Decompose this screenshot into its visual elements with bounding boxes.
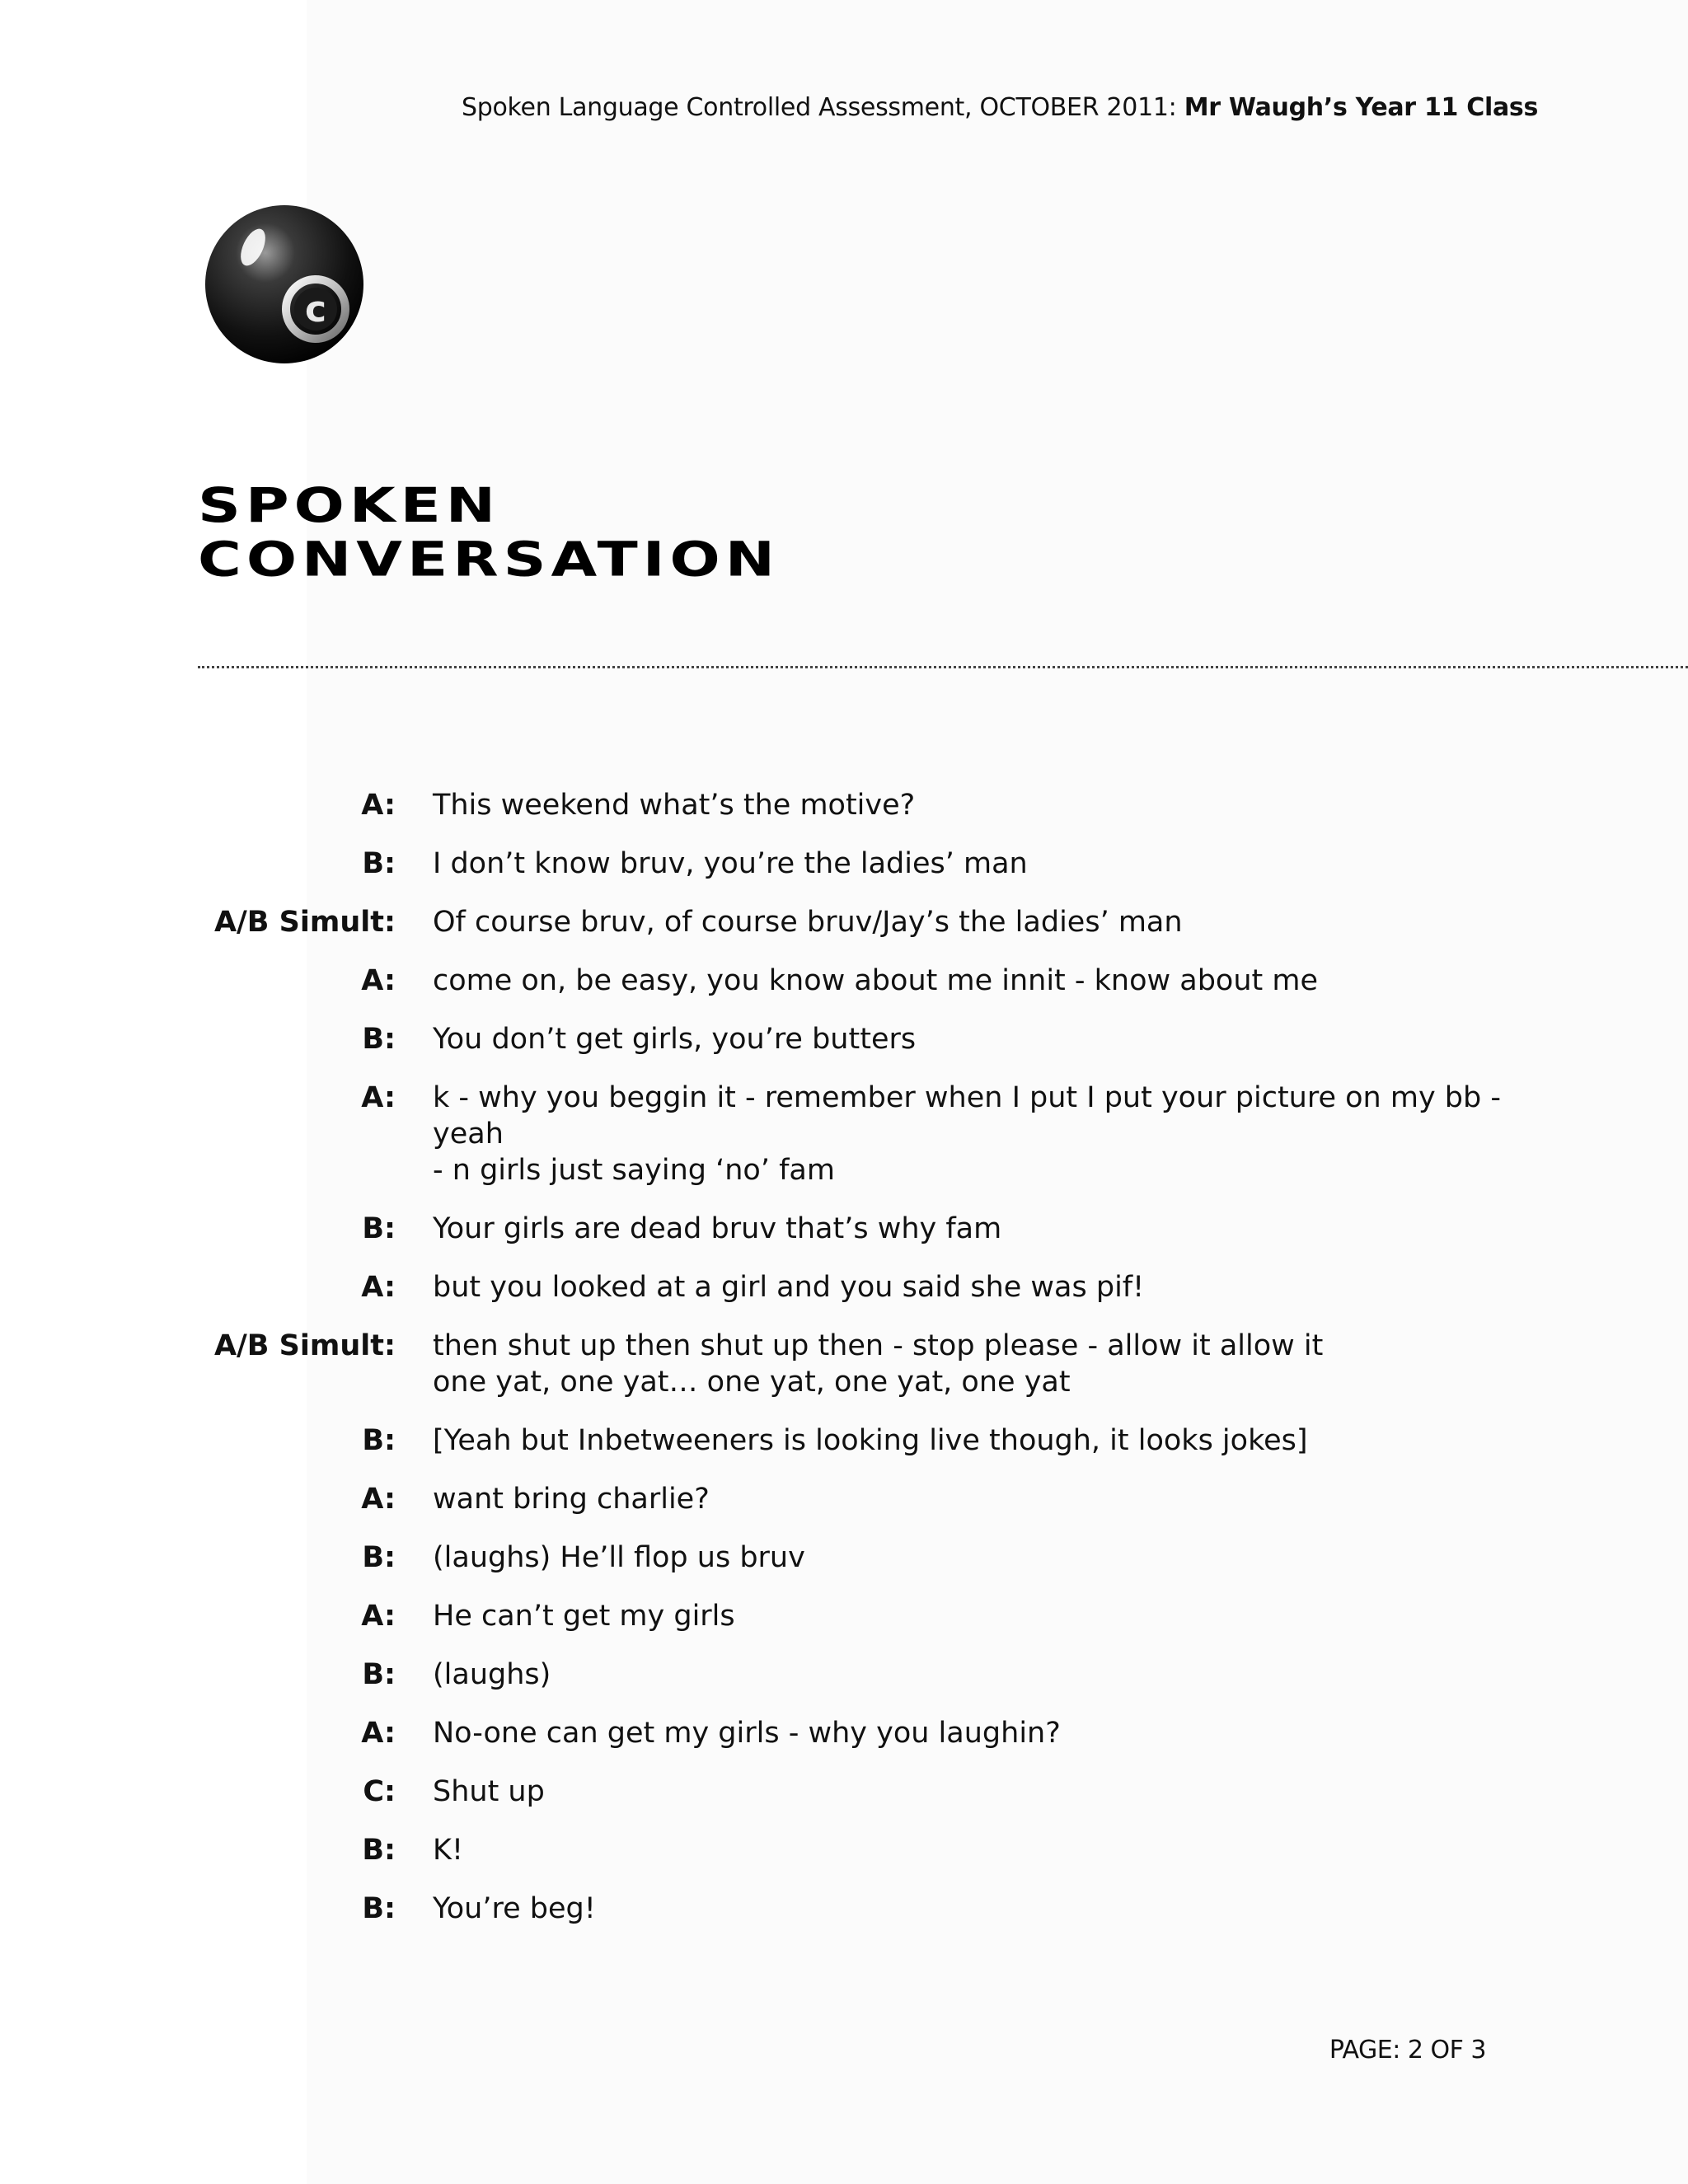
speaker-label: B:	[362, 847, 396, 880]
transcript-line	[0, 1540, 1688, 1576]
transcript	[0, 787, 1688, 1949]
speaker-label: B:	[362, 1212, 396, 1245]
transcript-line	[0, 1481, 1688, 1517]
speaker-label: A/B Simult:	[213, 906, 396, 939]
utterance-text: You’re beg!	[433, 1892, 596, 1925]
speaker-label: C:	[363, 1775, 396, 1808]
speaker-label: A:	[361, 1600, 396, 1633]
utterance-text: You don’t get girls, you’re butters	[433, 1023, 917, 1056]
transcript-line	[0, 1774, 1688, 1810]
copyright-ball-icon	[202, 202, 367, 367]
utterance-text: (laughs) He’ll flop us bruv	[433, 1541, 805, 1574]
transcript-line	[0, 1832, 1688, 1868]
speaker-label: B:	[362, 1541, 396, 1574]
transcript-line	[0, 1422, 1688, 1459]
utterance-text: K!	[433, 1834, 463, 1867]
transcript-line	[0, 1657, 1688, 1693]
transcript-line	[0, 1715, 1688, 1751]
transcript-line	[0, 1328, 1688, 1400]
transcript-line	[0, 1080, 1688, 1188]
header-class-name: Mr Waugh’s Year 11 Class	[1184, 93, 1538, 122]
utterance-text: want bring charlie?	[433, 1483, 710, 1516]
speaker-label: B:	[362, 1834, 396, 1867]
utterance-text: (laughs)	[433, 1658, 551, 1691]
header-text: Spoken Language Controlled Assessment, OCTOBER 2011:	[462, 93, 1184, 122]
transcript-line	[0, 1211, 1688, 1247]
utterance-text: Of course bruv, of course bruv/Jay’s the ladies’ man	[433, 906, 1183, 939]
speaker-label: A:	[361, 1081, 396, 1114]
utterance-text: [Yeah but Inbetweeners is looking live though, it looks jokes]	[433, 1424, 1308, 1457]
transcript-line	[0, 787, 1688, 823]
utterance-text: then shut up then shut up then - stop please - allow it allow it one yat, one yat… one yat, one yat, one yat	[433, 1329, 1324, 1399]
transcript-line	[0, 904, 1688, 940]
speaker-label: A:	[361, 964, 396, 997]
title-line-1: SPOKEN	[198, 477, 501, 533]
speaker-label: A:	[361, 1717, 396, 1750]
speaker-label: B:	[362, 1023, 396, 1056]
speaker-label: B:	[362, 1658, 396, 1691]
transcript-line	[0, 1269, 1688, 1305]
utterance-text: I don’t know bruv, you’re the ladies’ man	[433, 847, 1028, 880]
utterance-text: k - why you beggin it - remember when I put I put your picture on my bb - yeah - n girls just saying ‘no’ fam	[433, 1081, 1501, 1187]
utterance-text: He can’t get my girls	[433, 1600, 735, 1633]
transcript-line	[0, 963, 1688, 999]
page-header	[462, 93, 1538, 122]
dotted-divider	[198, 666, 1688, 668]
speaker-label: A:	[361, 789, 396, 822]
speaker-label: A/B Simult:	[213, 1329, 396, 1362]
utterance-text: come on, be easy, you know about me innit - know about me	[433, 964, 1318, 997]
logo-glyph: c	[304, 288, 327, 330]
transcript-line	[0, 1021, 1688, 1057]
utterance-text: This weekend what’s the motive?	[433, 789, 916, 822]
transcript-line	[0, 1598, 1688, 1634]
title-line-2: CONVERSATION	[198, 531, 781, 587]
speaker-label: B:	[362, 1892, 396, 1925]
utterance-text: No-one can get my girls - why you laughin?	[433, 1717, 1061, 1750]
speaker-label: A:	[361, 1483, 396, 1516]
utterance-text: but you looked at a girl and you said she was pif!	[433, 1271, 1145, 1304]
utterance-text: Your girls are dead bruv that’s why fam	[433, 1212, 1002, 1245]
transcript-line	[0, 846, 1688, 882]
speaker-label: B:	[362, 1424, 396, 1457]
page-number: PAGE: 2 OF 3	[1329, 2036, 1486, 2064]
speaker-label: A:	[361, 1271, 396, 1304]
page-title	[198, 478, 780, 586]
utterance-text: Shut up	[433, 1775, 545, 1808]
transcript-line	[0, 1891, 1688, 1927]
